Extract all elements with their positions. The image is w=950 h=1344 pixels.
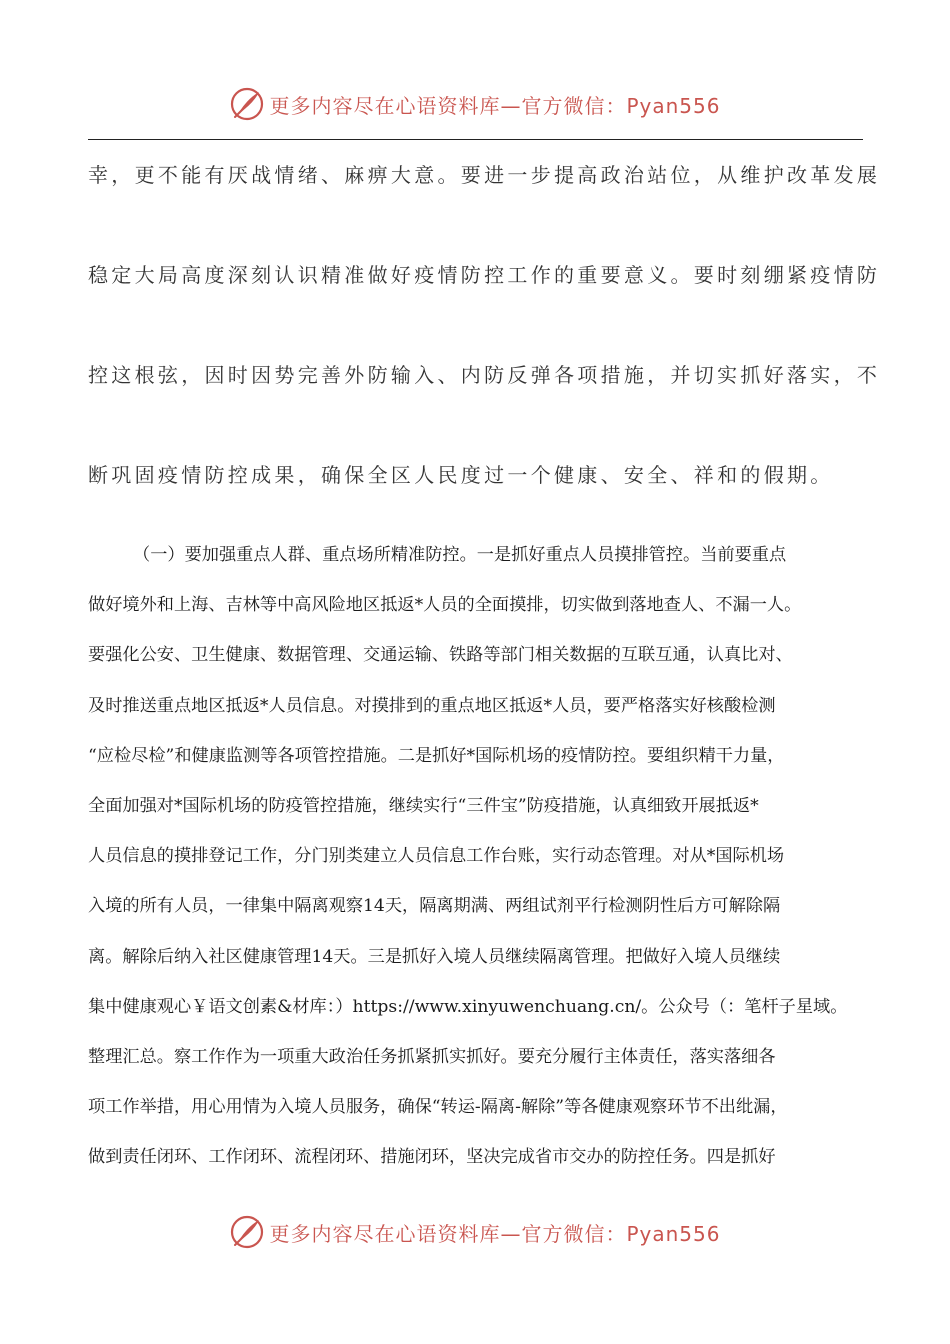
paragraph-line: 稳定大局高度深刻认识精准做好疫情防控工作的重要意义。要时刻绷紧疫情防 <box>88 263 881 287</box>
header-banner-text: 更多内容尽在心语资料库—官方微信：Pyan556 <box>269 93 721 118</box>
body-line: 做到责任闭环、工作闭环、流程闭环、措施闭环，坚决完成省市交办的防控任务。四是抓好 <box>88 1147 776 1168</box>
body-line: （一）要加强重点人群、重点场所精准防控。一是抓好重点人员摸排管控。当前要重点 <box>133 545 787 565</box>
body-line: 集中健康观心￥语文创素&材库：）https://www.xinyuwenchuang.cn/。公众号（：笔杆子星域。 <box>88 996 848 1017</box>
header-divider <box>88 139 863 140</box>
feather-logo-icon <box>229 86 265 122</box>
body-line: 入境的所有人员，一律集中隔离观察14天，隔离期满、两组试剂平行检测阴性后方可解除隔 <box>88 896 781 917</box>
body-line: “应检尽检”和健康监测等各项管控措施。二是抓好*国际机场的疫情防控。要组织精干力量， <box>88 745 785 766</box>
footer-banner <box>0 1212 950 1252</box>
header-banner <box>0 84 950 124</box>
feather-logo-icon <box>229 1214 265 1250</box>
body-paragraph <box>88 530 868 1182</box>
body-line: 全面加强对*国际机场的防疫管控措施，继续实行“三件宝”防疫措施，认真细致开展抵返* <box>88 795 759 816</box>
paragraph-line: 控这根弦，因时因势完善外防输入、内防反弹各项措施，并切实抓好落实，不 <box>88 363 881 387</box>
paragraph-line: 断巩固疫情防控成果，确保全区人民度过一个健康、安全、祥和的假期。 <box>88 463 834 487</box>
body-line: 要强化公安、卫生健康、数据管理、交通运输、铁路等部门相关数据的互联互通，认真比对、 <box>88 645 793 666</box>
footer-banner-text: 更多内容尽在心语资料库—官方微信：Pyan556 <box>269 1221 721 1246</box>
body-line: 及时推送重点地区抵返*人员信息。对摸排到的重点地区抵返*人员，要严格落实好核酸检测 <box>88 695 776 716</box>
body-line: 整理汇总。察工作作为一项重大政治任务抓紧抓实抓好。要充分履行主体责任，落实落细各 <box>88 1046 776 1067</box>
paragraph-line: 幸，更不能有厌战情绪、麻痹大意。要进一步提高政治站位，从维护改革发展 <box>88 163 881 187</box>
body-line: 离。解除后纳入社区健康管理14天。三是抓好入境人员继续隔离管理。把做好入境人员继续 <box>88 946 781 967</box>
body-line: 做好境外和上海、吉林等中高风险地区抵返*人员的全面摸排，切实做到落地查人、不漏一人。 <box>88 595 802 616</box>
body-line: 项工作举措，用心用情为入境人员服务，确保“转运-隔离-解除”等各健康观察环节不出纰漏， <box>88 1097 788 1118</box>
body-line: 人员信息的摸排登记工作，分门别类建立人员信息工作台账，实行动态管理。对从*国际机场 <box>88 846 785 867</box>
